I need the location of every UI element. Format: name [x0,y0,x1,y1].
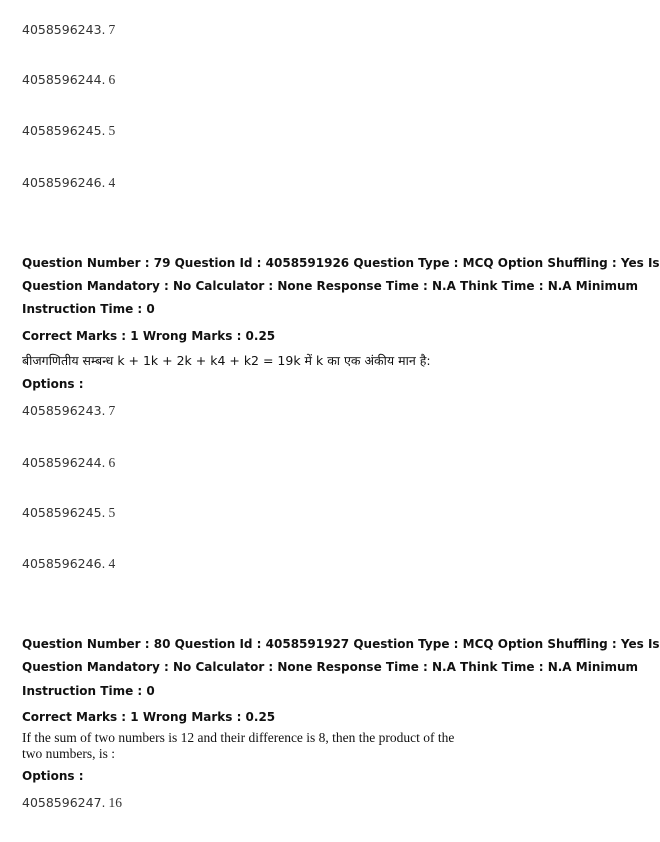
option-id: 4058596246. [22,175,106,190]
option-row [22,123,582,139]
option-row [22,505,582,521]
option-value: 6 [108,72,116,87]
question-meta: Question Number : 80 Question Id : 4058591927 Question Type : MCQ Option Shuffling : Yes Is [22,637,660,651]
option-row [22,22,582,38]
options-label: Options : [22,377,84,391]
question-meta: Question Number : 79 Question Id : 4058591926 Question Type : MCQ Option Shuffling : Yes Is [22,256,660,270]
option-value: 7 [108,403,116,418]
options-label: Options : [22,769,84,783]
option-value: 5 [108,505,116,520]
option-id: 4058596243. [22,22,106,37]
question-text: बीजगणितीय सम्बन्ध k + 1k + 2k + k4 + k2 = 19k में k का एक अंकीय मान है: [22,353,431,368]
option-row [22,403,582,419]
option-id: 4058596247. [22,795,106,810]
question-marks: Correct Marks : 1 Wrong Marks : 0.25 [22,710,276,724]
option-value: 16 [108,795,123,810]
option-id: 4058596244. [22,455,106,470]
option-value: 4 [108,556,116,571]
option-row [22,175,582,191]
option-value: 6 [108,455,116,470]
question-meta: Question Mandatory : No Calculator : None Response Time : N.A Think Time : N.A Minimum [22,279,639,293]
option-id: 4058596244. [22,72,106,87]
option-id: 4058596246. [22,556,106,571]
option-value: 7 [108,22,116,37]
question-meta: Instruction Time : 0 [22,684,155,698]
option-row [22,72,582,88]
question-meta: Question Mandatory : No Calculator : None Response Time : N.A Think Time : N.A Minimum [22,660,639,674]
option-row [22,795,582,811]
question-text-line-1: If the sum of two numbers is 12 and their difference is 8, then the product of the [22,730,455,745]
question-meta: Instruction Time : 0 [22,302,155,316]
option-row [22,455,582,471]
option-value: 4 [108,175,116,190]
option-id: 4058596245. [22,123,106,138]
option-id: 4058596245. [22,505,106,520]
option-value: 5 [108,123,116,138]
question-marks: Correct Marks : 1 Wrong Marks : 0.25 [22,329,276,343]
question-text-line-2: two numbers, is : [22,746,115,761]
option-id: 4058596243. [22,403,106,418]
option-row [22,556,582,572]
